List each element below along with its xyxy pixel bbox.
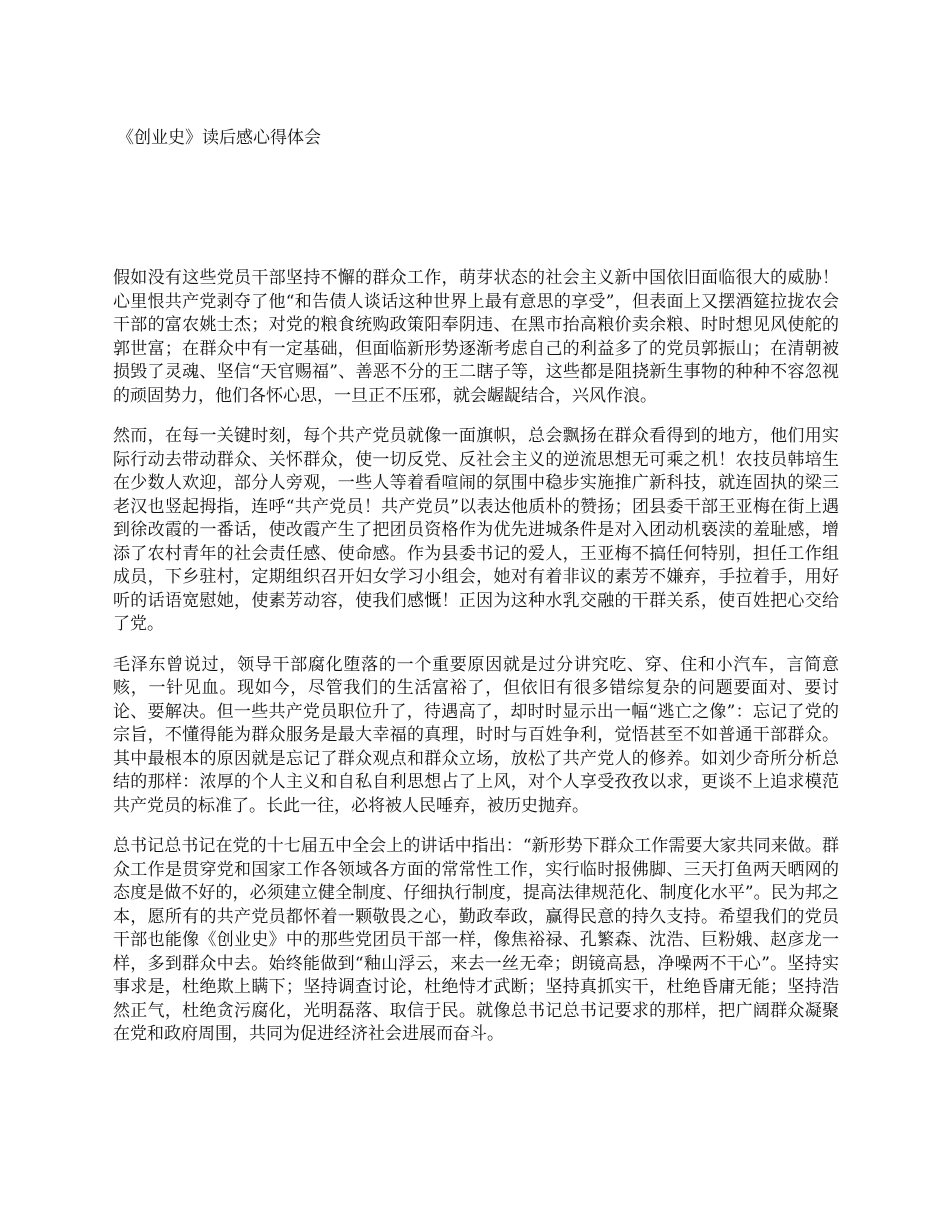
paragraph-3: 毛泽东曾说过，领导干部腐化堕落的一个重要原因就是过分讲究吃、穿、住和小汽车，言简意赅，一针见血。现如今，尽管我们的生活富裕了，但依旧有很多错综复杂的问题要面对、要讨论、要解决。但一些共产党员职位升了，待遇高了，却时时显示出一幅“逃亡之像”：忘记了党的宗旨，不懂得能为群众服务是最大幸福的真理，时时与百姓争利，觉悟甚至不如普通干部群众。其中最根本的原因就是忘记了群众观点和群众立场，放松了共产党人的修养。如刘少奇所分析总结的那样：浓厚的个人主义和自私自利思想占了上风，对个人享受孜孜以求，更谈不上追求模范共产党员的标准了。长此一往，必将被人民唾弃，被历史抛弃。: [113, 654, 839, 816]
paragraph-2: 然而，在每一关键时刻，每个共产党员就像一面旗帜，总会飘扬在群众看得到的地方，他们用实际行动去带动群众、关怀群众，使一切反党、反社会主义的逆流思想无可乘之机！农技员韩培生在少数人欢迎，部分人旁观，一些人等着看喧闹的氛围中稳步实施推广新科技，就连固执的梁三老汉也竖起拇指，连呼“共产党员！共产党员”以表达他质朴的赞扬；团县委干部王亚梅在街上遇到徐改霞的一番话，使改霞产生了把团员资格作为优先进城条件是对入团动机亵渎的羞耻感，增添了农村青年的社会责任感、使命感。作为县委书记的爱人，王亚梅不搞任何特别，担任工作组成员，下乡驻村，定期组织召开妇女学习小组会，她对有着非议的素芳不嫌弃，手拉着手，用好听的话语宽慰她，使素芳动容，使我们感慨！正因为这种水乳交融的干群关系，使百姓把心交给了党。: [113, 426, 839, 634]
paragraph-1: 假如没有这些党员干部坚持不懈的群众工作，萌芽状态的社会主义新中国依旧面临很大的威胁！心里恨共产党剥夺了他“和告债人谈话这种世界上最有意思的享受”，但表面上又摆酒筵拉拢农会干部的富农姚士杰；对党的粮食统购政策阳奉阴违、在黑市抬高粮价卖余粮、时时想见风使舵的郭世富；在群众中有一定基础，但面临新形势逐渐考虑自己的利益多了的党员郭振山；在清朝被损毁了灵魂、坚信“天官赐福”、善恶不分的王二瞎子等，这些都是阻挠新生事物的种种不容忽视的顽固势力，他们各怀心思，一旦正不压邪，就会龌龊结合，兴风作浪。: [113, 268, 839, 406]
paragraph-4: 总书记总书记在党的十七届五中全会上的讲话中指出：“新形势下群众工作需要大家共同来做。群众工作是贯穿党和国家工作各领域各方面的常常性工作，实行临时报佛脚、三天打鱼两天晒网的态度是做不好的，必须建立健全制度、仔细执行制度，提高法律规范化、制度化水平”。民为邦之本，愿所有的共产党员都怀着一颗敬畏之心，勤政奉政，赢得民意的持久支持。希望我们的党员干部也能像《创业史》中的那些党团员干部一样，像焦裕禄、孔繁森、沈浩、巨粉娥、赵彦龙一样，多到群众中去。始终能做到“釉山浮云，来去一丝无牵；朗镜高悬，净噪两不干心”。坚持实事求是，杜绝欺上瞒下；坚持调查讨论，杜绝恃才武断；坚持真抓实干，杜绝昏庸无能；坚持浩然正气，杜绝贪污腐化，光明磊落、取信于民。就像总书记总书记要求的那样，把广阔群众凝聚在党和政府周围，共同为促进经济社会进展而奋斗。: [113, 836, 839, 1044]
document-title: 《创业史》读后感心得体会: [117, 128, 321, 148]
document-body: [113, 267, 839, 1064]
